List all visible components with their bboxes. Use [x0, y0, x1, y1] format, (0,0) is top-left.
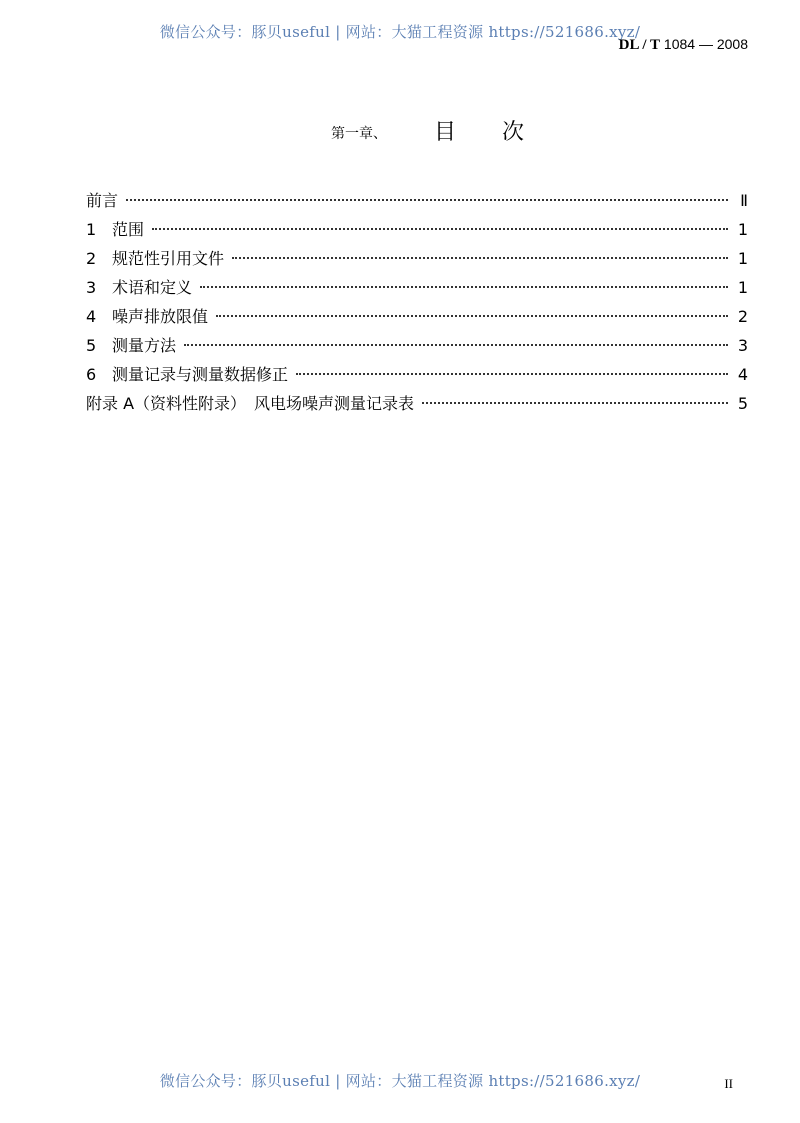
toc-page: 1: [737, 278, 748, 297]
toc-page: Ⅱ: [740, 191, 748, 210]
toc-label: 测量记录与测量数据修正: [112, 365, 289, 384]
toc-entry-preface[interactable]: [86, 188, 748, 217]
watermark-bottom: 微信公众号：豚贝useful | 网站：大猫工程资源 https://521686.xyz/: [159, 1072, 641, 1090]
toc-entry-appendix-a[interactable]: [86, 391, 748, 420]
toc-entry-2[interactable]: [86, 246, 748, 275]
toc-entry-5[interactable]: [86, 333, 748, 362]
toc-label: 测量方法: [112, 336, 177, 355]
toc-entry-1[interactable]: [86, 217, 748, 246]
table-of-contents: [86, 188, 748, 420]
title-char-1: 目: [434, 120, 457, 145]
dot-leader: [152, 228, 728, 230]
page-title: [434, 115, 524, 146]
dot-leader: [422, 402, 728, 404]
toc-label: 范围: [112, 220, 145, 239]
chapter-label: 第一章、: [331, 126, 387, 142]
dot-leader: [232, 257, 728, 259]
toc-number: 1: [86, 220, 97, 239]
toc-label: 附录 A（资料性附录） 风电场噪声测量记录表: [86, 394, 415, 413]
dot-leader: [296, 373, 728, 375]
page-number: II: [724, 1076, 733, 1091]
dot-leader: [184, 344, 728, 346]
toc-heading: [0, 115, 800, 149]
standard-number: 1084 — 2008: [663, 36, 748, 52]
toc-number: 5: [86, 336, 97, 355]
standard-prefix: DL / T: [618, 37, 661, 53]
dot-leader: [200, 286, 728, 288]
dot-leader: [126, 199, 728, 201]
toc-entry-4[interactable]: [86, 304, 748, 333]
toc-page: 2: [737, 307, 748, 326]
dot-leader: [216, 315, 728, 317]
toc-label: 噪声排放限值: [112, 307, 209, 326]
toc-number: 3: [86, 278, 97, 297]
toc-number: 2: [86, 249, 97, 268]
toc-page: 3: [737, 336, 748, 355]
watermark-top: 微信公众号：豚贝useful | 网站：大猫工程资源 https://521686.xyz/: [159, 23, 641, 41]
toc-label: 规范性引用文件: [112, 249, 225, 268]
toc-page: 5: [737, 394, 748, 413]
toc-page: 1: [737, 249, 748, 268]
toc-label: 术语和定义: [112, 278, 193, 297]
toc-entry-6[interactable]: [86, 362, 748, 391]
toc-number: 6: [86, 365, 97, 384]
toc-page: 1: [737, 220, 748, 239]
toc-number: 4: [86, 307, 97, 326]
title-char-2: 次: [502, 120, 525, 145]
toc-page: 4: [737, 365, 748, 384]
toc-label: 前言: [86, 191, 119, 210]
toc-entry-3[interactable]: [86, 275, 748, 304]
standard-code: [619, 36, 748, 54]
